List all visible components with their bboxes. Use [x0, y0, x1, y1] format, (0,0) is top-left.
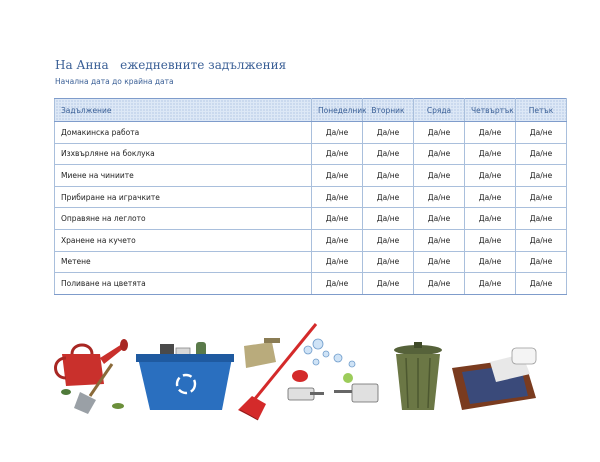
yes-no-cell: Да/не	[465, 229, 516, 251]
yes-no-cell: Да/не	[465, 186, 516, 208]
page-title: На Анна ежедневните задължения	[55, 58, 287, 72]
trash-can-icon	[394, 342, 442, 410]
chores-table	[54, 98, 567, 295]
yes-no-cell: Да/не	[516, 143, 567, 165]
yes-no-cell: Да/не	[465, 251, 516, 273]
yes-no-cell: Да/не	[363, 143, 414, 165]
yes-no-cell: Да/не	[363, 186, 414, 208]
yes-no-cell: Да/не	[414, 251, 465, 273]
yes-no-cell: Да/не	[414, 186, 465, 208]
yes-no-cell: Да/не	[516, 273, 567, 295]
yes-no-cell: Да/не	[414, 208, 465, 230]
cooking-pot-icon	[288, 370, 378, 402]
yes-no-cell: Да/не	[363, 229, 414, 251]
yes-no-cell: Да/не	[312, 273, 363, 295]
yes-no-cell: Да/не	[414, 122, 465, 144]
yes-no-cell: Да/не	[363, 165, 414, 187]
date-range-subtitle: Начална дата до крайна дата	[55, 77, 174, 86]
dustpan-icon	[244, 338, 280, 368]
yes-no-cell: Да/не	[363, 122, 414, 144]
yes-no-cell: Да/не	[312, 186, 363, 208]
chores-illustration	[0, 318, 600, 462]
yes-no-cell: Да/не	[516, 229, 567, 251]
chore-name: Поливане на цветята	[55, 273, 312, 295]
chore-name: Прибиране на играчките	[55, 186, 312, 208]
watering-can-icon	[56, 339, 129, 386]
yes-no-cell: Да/не	[516, 122, 567, 144]
chore-name: Изхвърляне на боклука	[55, 143, 312, 165]
column-header-task: Задължение	[55, 99, 312, 122]
soap-bubbles-icon	[304, 339, 355, 367]
yes-no-cell: Да/не	[363, 208, 414, 230]
table-row	[55, 208, 567, 230]
chore-name: Оправяне на леглото	[55, 208, 312, 230]
yes-no-cell: Да/не	[363, 251, 414, 273]
yes-no-cell: Да/не	[363, 273, 414, 295]
yes-no-cell: Да/не	[516, 186, 567, 208]
yes-no-cell: Да/не	[414, 273, 465, 295]
table-row	[55, 122, 567, 144]
chore-name: Миене на чиниите	[55, 165, 312, 187]
recycling-bin-icon	[136, 342, 234, 410]
yes-no-cell: Да/не	[414, 165, 465, 187]
yes-no-cell: Да/не	[414, 229, 465, 251]
yes-no-cell: Да/не	[516, 165, 567, 187]
table-row	[55, 251, 567, 273]
table-row	[55, 273, 567, 295]
table-row	[55, 186, 567, 208]
table-row	[55, 165, 567, 187]
yes-no-cell: Да/не	[312, 208, 363, 230]
table-row	[55, 143, 567, 165]
yes-no-cell: Да/не	[312, 251, 363, 273]
yes-no-cell: Да/не	[465, 165, 516, 187]
yes-no-cell: Да/не	[516, 208, 567, 230]
yes-no-cell: Да/не	[465, 273, 516, 295]
header-row	[55, 99, 567, 122]
column-header-wednesday: Сряда	[414, 99, 465, 122]
yes-no-cell: Да/не	[312, 122, 363, 144]
yes-no-cell: Да/не	[414, 143, 465, 165]
yes-no-cell: Да/не	[516, 251, 567, 273]
yes-no-cell: Да/не	[312, 143, 363, 165]
column-header-thursday: Четвъртък	[465, 99, 516, 122]
chore-name: Метене	[55, 251, 312, 273]
yes-no-cell: Да/не	[465, 208, 516, 230]
yes-no-cell: Да/не	[465, 143, 516, 165]
chore-name: Хранене на кучето	[55, 229, 312, 251]
table-row	[55, 229, 567, 251]
column-header-tuesday: Вторник	[363, 99, 414, 122]
column-header-friday: Петък	[516, 99, 567, 122]
yes-no-cell: Да/не	[312, 229, 363, 251]
chore-name: Домакинска работа	[55, 122, 312, 144]
yes-no-cell: Да/не	[465, 122, 516, 144]
unmade-bed-icon	[452, 348, 536, 410]
column-header-monday: Понеделник	[312, 99, 363, 122]
yes-no-cell: Да/не	[312, 165, 363, 187]
